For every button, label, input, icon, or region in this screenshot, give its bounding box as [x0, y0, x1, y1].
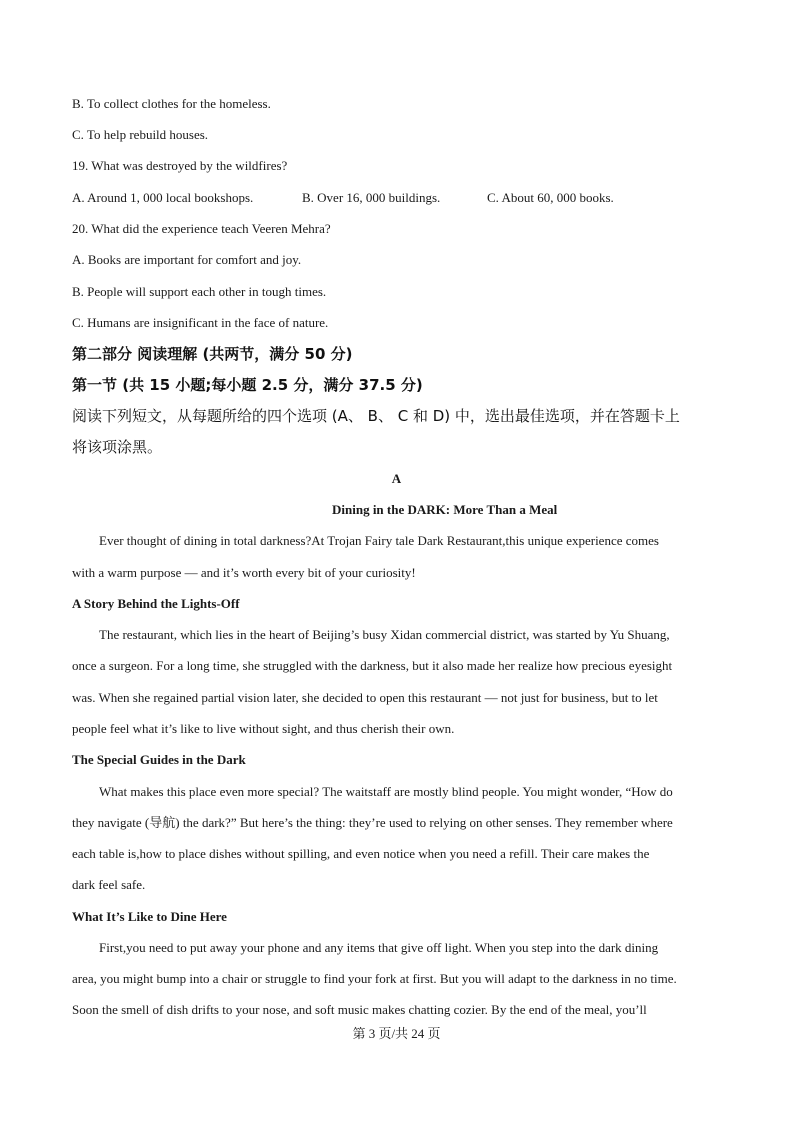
instruction-line-2: 将该项涂黑。 [72, 438, 163, 456]
q19-question: 19. What was destroyed by the wildfires? [72, 158, 288, 173]
q20-question: 20. What did the experience teach Veeren Mehra? [72, 221, 331, 236]
subheading-guides: The Special Guides in the Dark [72, 752, 246, 767]
instruction-line-1: 阅读下列短文，从每题所给的四个选项 (A、 B、 C 和 D) 中，选出最佳选项，并在答题卡上 [72, 407, 680, 425]
para1-line-1: The restaurant, which lies in the heart of Beijing’s busy Xidan commercial district, was started by Yu Shuang, [99, 627, 670, 642]
part-heading: 第二部分 阅读理解 (共两节，满分 50 分) [72, 345, 353, 363]
para2-line-1: What makes this place even more special? The waitstaff are mostly blind people. You might wonder, “How do [99, 784, 673, 799]
para2-line-2: they navigate (导航) the dark?” But here’s the thing: they’re used to relying on other senses. They remember where [72, 815, 673, 830]
intro-line-2: with a warm purpose — and it’s worth every bit of your curiosity! [72, 565, 416, 580]
para2-line-4: dark feel safe. [72, 877, 146, 892]
passage-title: Dining in the DARK: More Than a Meal [332, 502, 558, 517]
para2-line-3: each table is,how to place dishes without spilling, and even notice when you need a refill. Their care makes the [72, 846, 650, 861]
q19-option-a: A. Around 1, 000 local bookshops. [72, 190, 254, 205]
page-number-footer: 第 3 页/共 24 页 [352, 1026, 441, 1041]
q19-options-row [72, 190, 732, 206]
subsection-heading: 第一节 (共 15 小题;每小题 2.5 分，满分 37.5 分) [72, 376, 423, 394]
para3-line-2: area, you might bump into a chair or struggle to find your fork at first. But you will adapt to the darkness in no time. [72, 971, 677, 986]
q20-option-a: A. Books are important for comfort and joy. [72, 252, 302, 267]
q18-option-c: C. To help rebuild houses. [72, 127, 209, 142]
para1-line-4: people feel what it’s like to live without sight, and thus cherish their own. [72, 721, 455, 736]
para1-line-2: once a surgeon. For a long time, she struggled with the darkness, but it also made her realize how precious eyesight [72, 658, 673, 673]
para1-line-3: was. When she regained partial vision later, she decided to open this restaurant — not just for business, but to let [72, 690, 658, 705]
passage-letter: A [391, 471, 402, 486]
para3-line-1: First,you need to put away your phone and any items that give off light. When you step into the dark dining [99, 940, 659, 955]
q19-option-b: B. Over 16, 000 buildings. [302, 190, 441, 205]
subheading-story: A Story Behind the Lights-Off [72, 596, 240, 611]
q18-option-b: B. To collect clothes for the homeless. [72, 96, 271, 111]
subheading-dine: What It’s Like to Dine Here [72, 909, 227, 924]
para3-line-3: Soon the smell of dish drifts to your nose, and soft music makes chatting cozier. By the end of the meal, you’ll [72, 1002, 647, 1017]
q20-option-c: C. Humans are insignificant in the face of nature. [72, 315, 329, 330]
intro-line-1: Ever thought of dining in total darkness?At Trojan Fairy tale Dark Restaurant,this unique experience comes [99, 533, 659, 548]
q20-option-b: B. People will support each other in tough times. [72, 284, 327, 299]
q19-option-c: C. About 60, 000 books. [487, 190, 614, 205]
